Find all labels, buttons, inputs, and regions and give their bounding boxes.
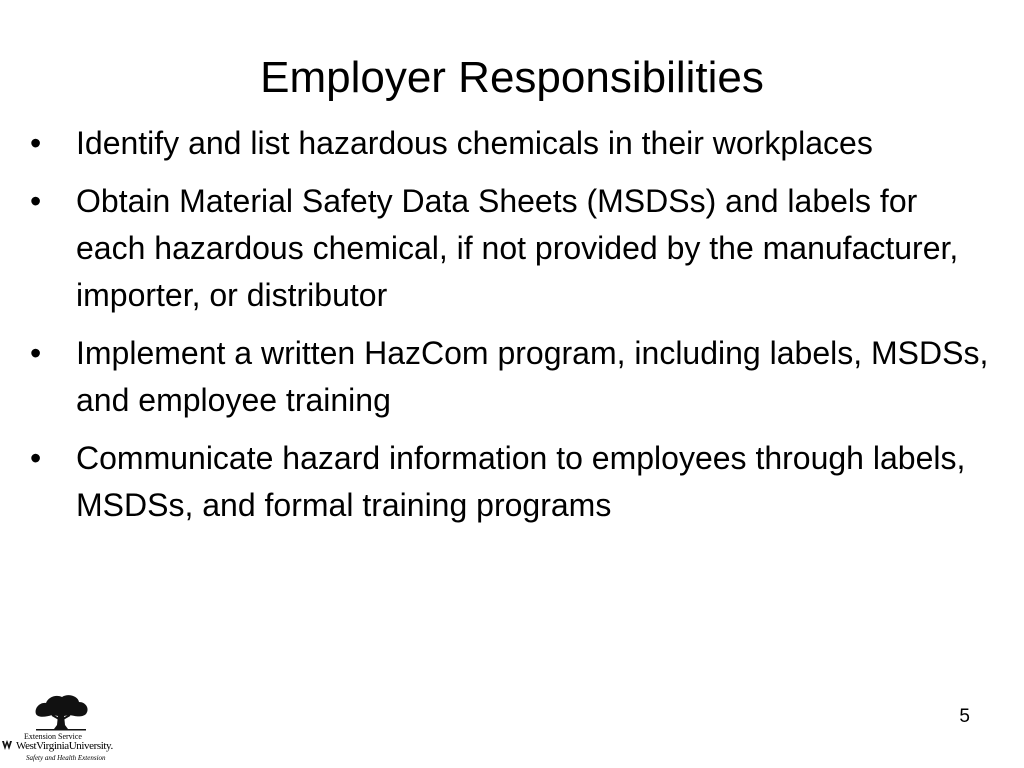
- tree-icon: [32, 692, 90, 732]
- wvu-extension-logo: [2, 692, 122, 766]
- bullet-item: [30, 435, 990, 529]
- bullet-item: [30, 330, 990, 424]
- logo-line-safety: Safety and Health Extension: [26, 754, 106, 762]
- bullet-list: [30, 120, 990, 540]
- page-number: 5: [959, 706, 970, 727]
- bullet-dot-icon: •: [30, 183, 42, 219]
- bullet-item: [30, 178, 990, 319]
- bullet-item: [30, 120, 990, 167]
- bullet-dot-icon: •: [30, 440, 42, 476]
- bullet-text: Identify and list hazardous chemicals in their workplaces: [76, 125, 873, 161]
- bullet-dot-icon: •: [30, 335, 42, 371]
- wv-mark-icon: [2, 740, 16, 751]
- bullet-text: Implement a written HazCom program, including labels, MSDSs, and employee training: [76, 335, 989, 418]
- bullet-dot-icon: •: [30, 125, 42, 161]
- bullet-text: Obtain Material Safety Data Sheets (MSDSs) and labels for each hazardous chemical, if not provided by the manufacturer, importer, or distributor: [76, 183, 959, 313]
- logo-line-extension: Extension Service: [24, 732, 82, 741]
- bullet-text: Communicate hazard information to employees through labels, MSDSs, and formal training programs: [76, 440, 966, 523]
- slide-title: Employer Responsibilities: [260, 53, 764, 102]
- logo-line-university: WestVirginiaUniversity.: [16, 740, 113, 752]
